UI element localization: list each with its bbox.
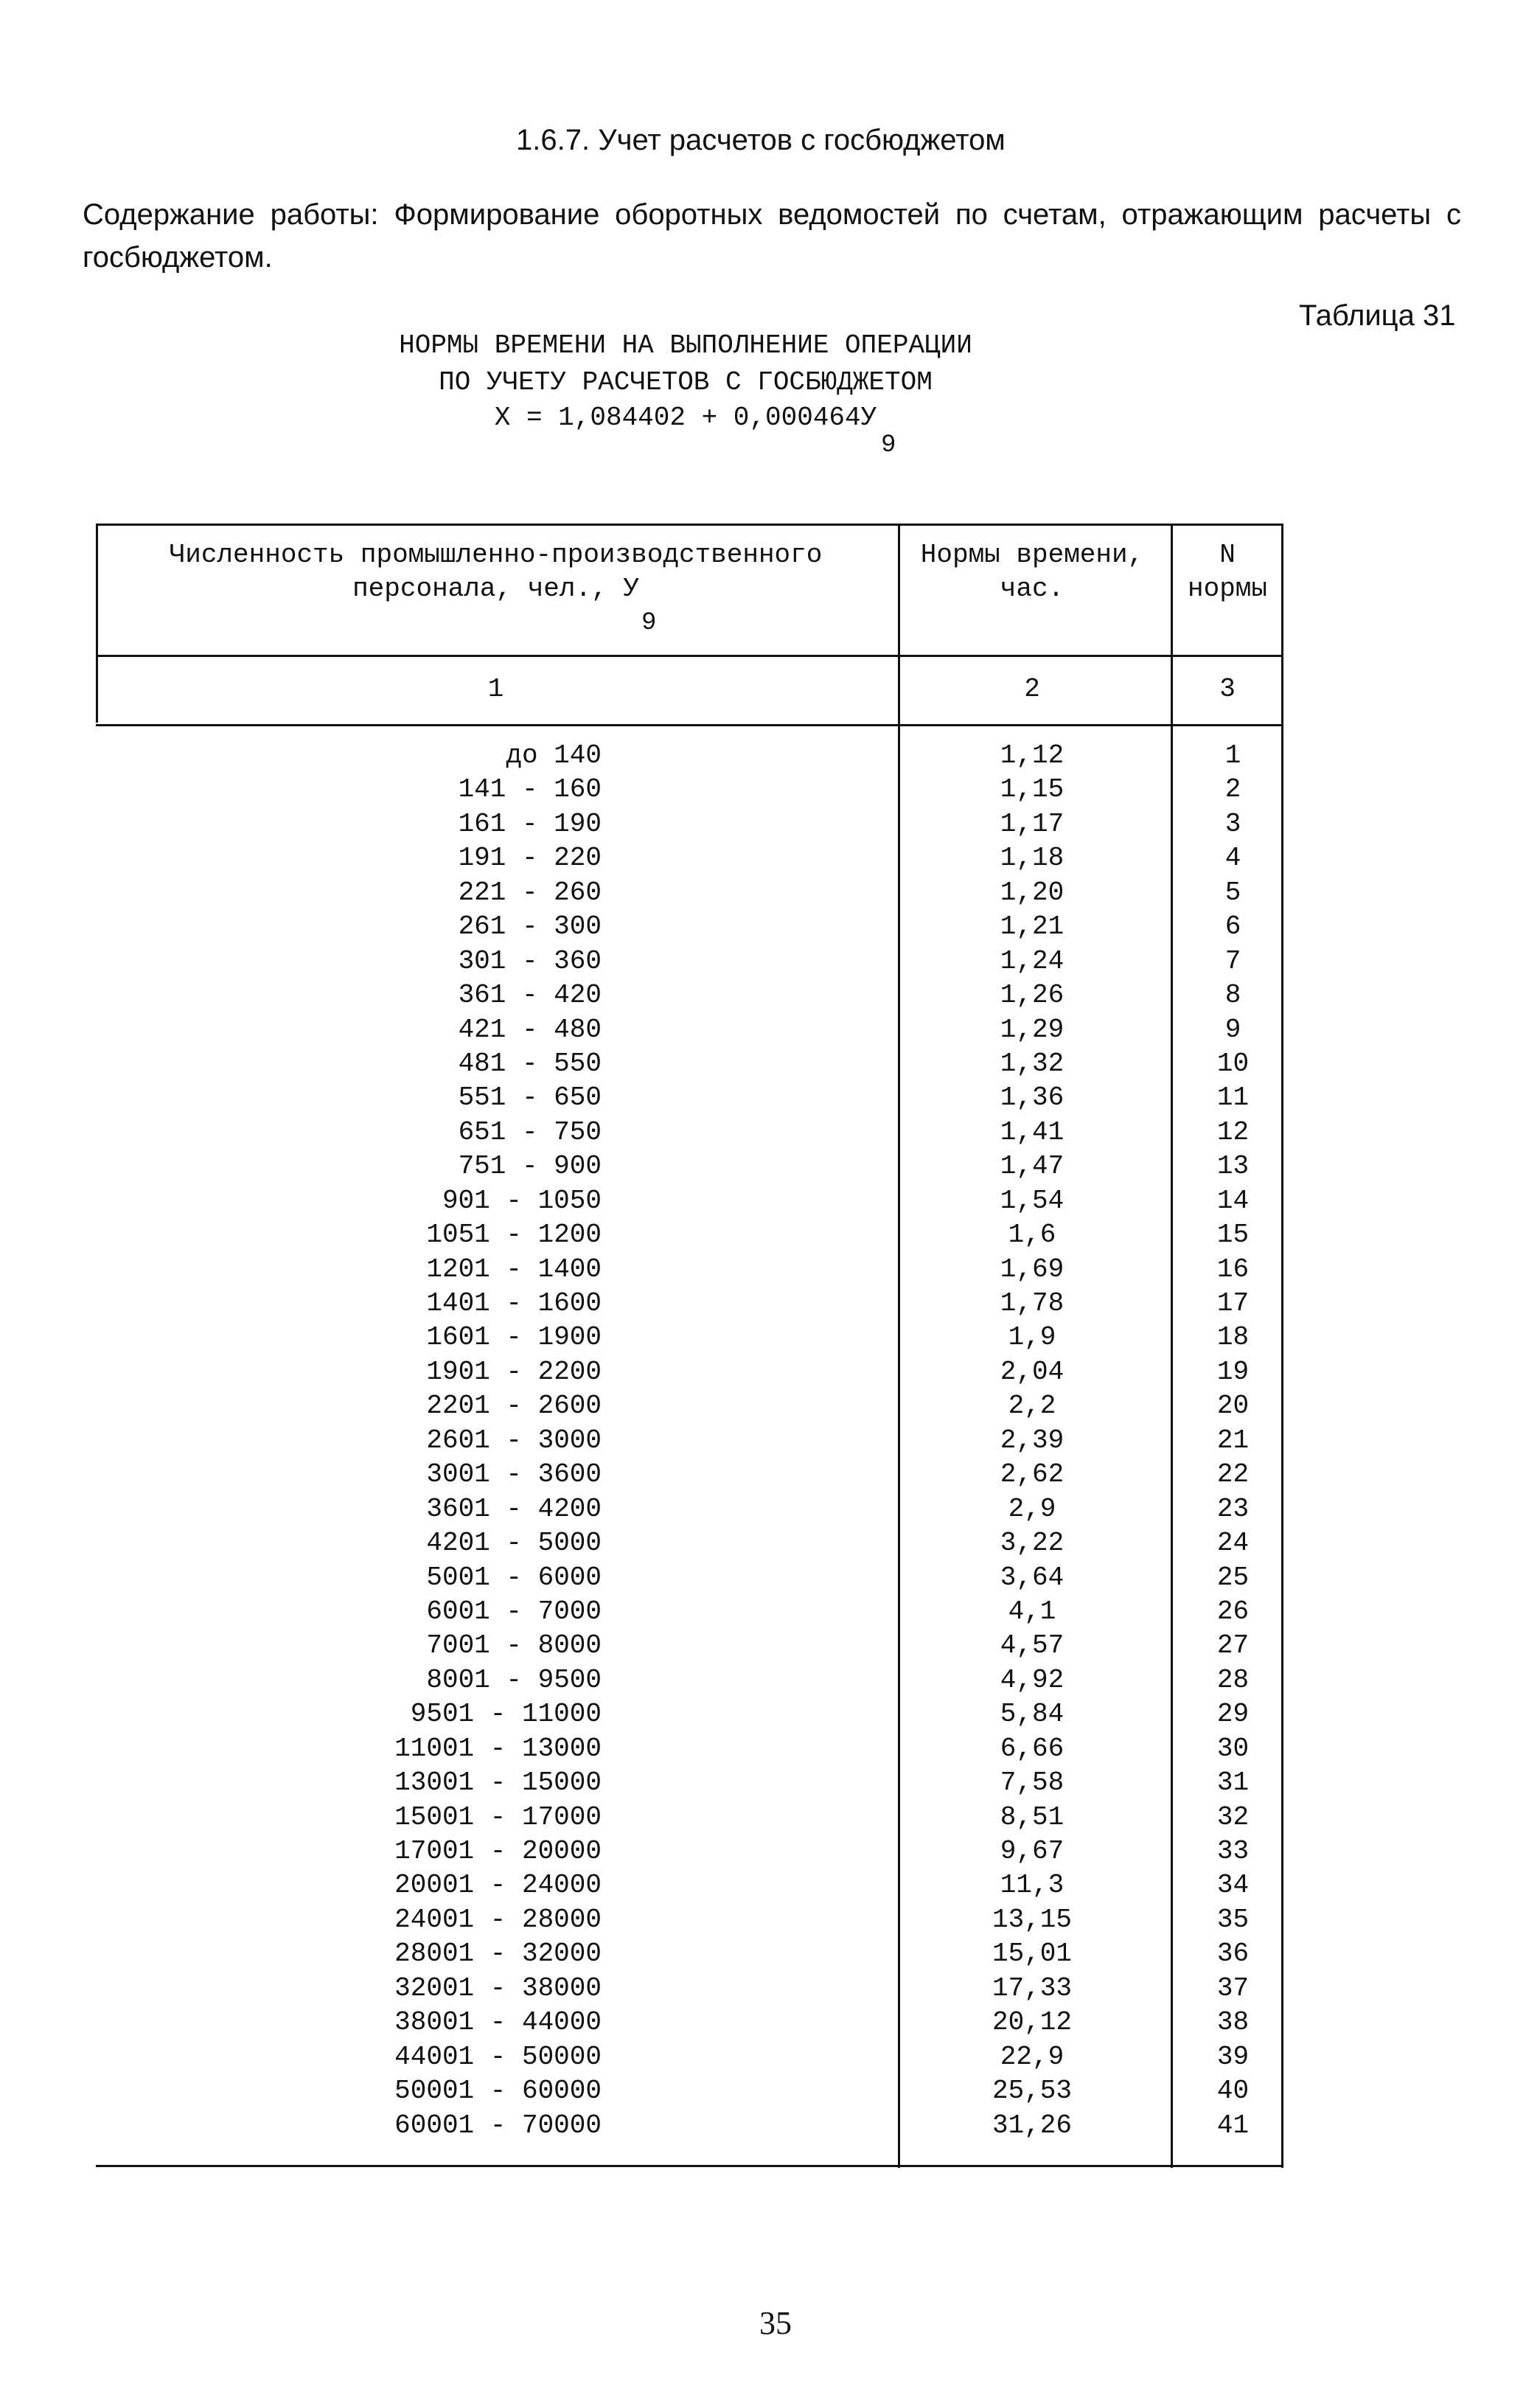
norm-cell: 1,20 — [1000, 877, 1065, 908]
norm-cell: 1,78 — [1000, 1288, 1065, 1318]
table-row — [0, 2006, 1540, 2040]
table-row — [0, 1972, 1540, 2006]
norm-cell: 22,9 — [1000, 2041, 1065, 2072]
norm-number-cell: 12 — [1216, 1116, 1250, 1147]
norm-cell: 17,33 — [992, 1972, 1073, 2003]
table-row — [0, 1526, 1540, 1560]
table-row — [0, 1389, 1540, 1423]
table-row — [0, 1732, 1540, 1766]
norm-cell: 5,84 — [1000, 1699, 1065, 1730]
table-row — [0, 1492, 1540, 1526]
col1-header-subscript: 9 — [641, 609, 657, 637]
table-row — [0, 1766, 1540, 1800]
norm-number-cell: 27 — [1216, 1630, 1250, 1661]
range-cell: 6001 - 7000 — [426, 1596, 602, 1627]
norm-number-cell: 15 — [1216, 1220, 1250, 1251]
range-cell: 4201 - 5000 — [426, 1528, 602, 1559]
norm-number-cell: 4 — [1224, 843, 1241, 874]
norm-number-cell: 39 — [1216, 2041, 1250, 2072]
range-cell: 141 - 160 — [458, 774, 602, 805]
range-cell: 8001 - 9500 — [426, 1664, 602, 1695]
range-cell: 11001 - 13000 — [394, 1733, 602, 1764]
table-row — [0, 945, 1540, 978]
norm-cell: 31,26 — [992, 2110, 1073, 2141]
norm-number-cell: 7 — [1224, 945, 1241, 976]
table-row — [0, 1458, 1540, 1492]
norm-number-cell: 25 — [1216, 1562, 1250, 1593]
norm-cell: 1,6 — [1008, 1220, 1056, 1251]
norm-cell: 6,66 — [1000, 1733, 1065, 1764]
table-row — [0, 1424, 1540, 1458]
table-row — [0, 2040, 1540, 2074]
range-cell: 361 - 420 — [458, 980, 602, 1011]
norm-cell: 3,22 — [1000, 1528, 1065, 1559]
norm-number-cell: 1 — [1224, 740, 1241, 771]
table-row — [0, 1150, 1540, 1183]
norm-number-cell: 31 — [1216, 1767, 1250, 1798]
table-row — [0, 807, 1540, 841]
col1-header-line1: Численность промышленно-производственного — [169, 540, 823, 570]
norm-cell: 2,9 — [1008, 1493, 1056, 1524]
norm-cell: 1,47 — [1000, 1151, 1065, 1182]
table-row — [0, 978, 1540, 1012]
table-label: Таблица 31 — [1299, 299, 1456, 332]
table-row — [0, 1013, 1540, 1047]
table-row — [0, 1184, 1540, 1218]
col1-header-line2: персонала, чел., У — [352, 574, 639, 604]
norm-cell: 25,53 — [992, 2076, 1073, 2107]
table-row — [0, 739, 1540, 773]
table-row — [0, 1355, 1540, 1389]
range-cell: 1051 - 1200 — [426, 1220, 602, 1251]
range-cell: 50001 - 60000 — [394, 2076, 602, 2107]
table-formula: Х = 1,084402 + 0,000464У — [494, 403, 877, 433]
norm-number-cell: 24 — [1216, 1528, 1250, 1559]
range-cell: 7001 - 8000 — [426, 1630, 602, 1661]
col2-header-line2: час. — [1000, 574, 1065, 604]
norm-number-cell: 37 — [1216, 1972, 1250, 2003]
norm-cell: 1,41 — [1000, 1116, 1065, 1147]
table-formula-subscript: 9 — [881, 431, 896, 459]
range-cell: 32001 - 38000 — [394, 1972, 602, 2003]
norm-cell: 20,12 — [992, 2007, 1073, 2038]
table-row — [0, 1629, 1540, 1663]
norm-cell: 1,54 — [1000, 1185, 1065, 1216]
norm-cell: 13,15 — [992, 1904, 1073, 1935]
table-row — [0, 1903, 1540, 1937]
norm-number-cell: 13 — [1216, 1151, 1250, 1182]
norm-number-cell: 10 — [1216, 1048, 1250, 1079]
range-cell: 44001 - 50000 — [394, 2041, 602, 2072]
page-number: 35 — [759, 2305, 792, 2341]
norm-number-cell: 30 — [1216, 1733, 1250, 1764]
table-row — [0, 1868, 1540, 1902]
norm-number-cell: 23 — [1216, 1493, 1250, 1524]
col2-number: 2 — [1024, 674, 1040, 704]
norm-number-cell: 29 — [1216, 1699, 1250, 1730]
col3-number: 3 — [1219, 674, 1236, 704]
norm-cell: 1,69 — [1000, 1254, 1065, 1284]
norm-cell: 7,58 — [1000, 1767, 1065, 1798]
norm-cell: 4,1 — [1008, 1596, 1056, 1627]
table-row — [0, 2109, 1540, 2143]
table-row — [0, 1561, 1540, 1595]
range-cell: 421 - 480 — [458, 1014, 602, 1045]
norm-number-cell: 20 — [1216, 1391, 1250, 1422]
norm-number-cell: 6 — [1224, 911, 1241, 942]
norm-cell: 1,15 — [1000, 774, 1065, 805]
range-cell: 2601 - 3000 — [426, 1425, 602, 1456]
norm-number-cell: 18 — [1216, 1322, 1250, 1353]
norm-cell: 2,62 — [1000, 1459, 1065, 1490]
range-cell: до 140 — [506, 740, 602, 771]
norm-number-cell: 14 — [1216, 1185, 1250, 1216]
table-row — [0, 1321, 1540, 1355]
norm-number-cell: 19 — [1216, 1356, 1250, 1387]
norm-cell: 1,17 — [1000, 808, 1065, 839]
norm-cell: 9,67 — [1000, 1836, 1065, 1866]
norm-number-cell: 16 — [1216, 1254, 1250, 1284]
range-cell: 481 - 550 — [458, 1048, 602, 1079]
norm-number-cell: 21 — [1216, 1425, 1250, 1456]
range-cell: 3601 - 4200 — [426, 1493, 602, 1524]
norm-number-cell: 34 — [1216, 1870, 1250, 1901]
range-cell: 3001 - 3600 — [426, 1459, 602, 1490]
norm-cell: 3,64 — [1000, 1562, 1065, 1593]
norm-number-cell: 5 — [1224, 877, 1241, 908]
section-title: 1.6.7. Учет расчетов с госбюджетом — [516, 124, 1006, 156]
range-cell: 221 - 260 — [458, 877, 602, 908]
range-cell: 15001 - 17000 — [394, 1801, 602, 1832]
range-cell: 17001 - 20000 — [394, 1836, 602, 1866]
range-cell: 24001 - 28000 — [394, 1904, 602, 1935]
norm-cell: 4,57 — [1000, 1630, 1065, 1661]
table-row — [0, 773, 1540, 807]
range-cell: 551 - 650 — [458, 1082, 602, 1113]
table-row — [0, 1116, 1540, 1150]
table-title-line1: НОРМЫ ВРЕМЕНИ НА ВЫПОЛНЕНИЕ ОПЕРАЦИИ — [399, 330, 972, 361]
table-row — [0, 1663, 1540, 1697]
norm-cell: 1,9 — [1008, 1322, 1056, 1353]
table-row — [0, 1835, 1540, 1868]
col1-number: 1 — [487, 674, 504, 704]
table-row — [0, 1287, 1540, 1321]
table-row — [0, 910, 1540, 944]
table-row — [0, 1697, 1540, 1731]
norm-number-cell: 32 — [1216, 1801, 1250, 1832]
norm-cell: 1,12 — [1000, 740, 1065, 771]
range-cell: 38001 - 44000 — [394, 2007, 602, 2038]
range-cell: 901 - 1050 — [442, 1185, 602, 1216]
range-cell: 261 - 300 — [458, 911, 602, 942]
range-cell: 1201 - 1400 — [426, 1254, 602, 1284]
range-cell: 20001 - 24000 — [394, 1870, 602, 1901]
intro-paragraph: Содержание работы: Формирование оборотных ведомостей по счетам, отражающим расчеты с госбюджетом. — [83, 198, 1461, 274]
range-cell: 161 - 190 — [458, 808, 602, 839]
norm-cell: 1,29 — [1000, 1014, 1065, 1045]
norm-number-cell: 40 — [1216, 2076, 1250, 2107]
norm-number-cell: 3 — [1224, 808, 1241, 839]
range-cell: 5001 - 6000 — [426, 1562, 602, 1593]
range-cell: 2201 - 2600 — [426, 1391, 602, 1422]
norm-cell: 11,3 — [1000, 1870, 1065, 1901]
table-row — [0, 1047, 1540, 1081]
norm-cell: 1,21 — [1000, 911, 1065, 942]
norm-number-cell: 38 — [1216, 2007, 1250, 2038]
norm-cell: 1,18 — [1000, 843, 1065, 874]
range-cell: 1601 - 1900 — [426, 1322, 602, 1353]
norm-number-cell: 9 — [1224, 1014, 1241, 1045]
range-cell: 191 - 220 — [458, 843, 602, 874]
table-row — [0, 1801, 1540, 1835]
table-row — [0, 1937, 1540, 1971]
norm-number-cell: 2 — [1224, 774, 1241, 805]
table-body — [0, 739, 1540, 2143]
norm-cell: 1,32 — [1000, 1048, 1065, 1079]
table-title-line2: ПО УЧЕТУ РАСЧЕТОВ С ГОСБЮДЖЕТОМ — [439, 367, 933, 397]
range-cell: 651 - 750 — [458, 1116, 602, 1147]
norm-number-cell: 17 — [1216, 1288, 1250, 1318]
norm-number-cell: 35 — [1216, 1904, 1250, 1935]
range-cell: 1901 - 2200 — [426, 1356, 602, 1387]
norm-cell: 1,36 — [1000, 1082, 1065, 1113]
norm-cell: 2,04 — [1000, 1356, 1065, 1387]
range-cell: 28001 - 32000 — [394, 1939, 602, 1969]
table-row — [0, 1253, 1540, 1287]
range-cell: 9501 - 11000 — [410, 1699, 602, 1730]
range-cell: 1401 - 1600 — [426, 1288, 602, 1318]
table-row — [0, 876, 1540, 910]
norm-number-cell: 41 — [1216, 2110, 1250, 2141]
table-row — [0, 2074, 1540, 2108]
range-cell: 301 - 360 — [458, 945, 602, 976]
table-row — [0, 1218, 1540, 1252]
norm-cell: 2,2 — [1008, 1391, 1056, 1422]
norm-cell: 1,26 — [1000, 980, 1065, 1011]
norm-cell: 2,39 — [1000, 1425, 1065, 1456]
norm-number-cell: 11 — [1216, 1082, 1250, 1113]
col3-header-line1: N — [1219, 540, 1236, 570]
range-cell: 751 - 900 — [458, 1151, 602, 1182]
col2-header-line1: Нормы времени, — [920, 540, 1144, 570]
norm-cell: 15,01 — [992, 1939, 1073, 1969]
norm-number-cell: 28 — [1216, 1664, 1250, 1695]
norm-cell: 8,51 — [1000, 1801, 1065, 1832]
norm-number-cell: 8 — [1224, 980, 1241, 1011]
norm-number-cell: 33 — [1216, 1836, 1250, 1866]
table-row — [0, 841, 1540, 875]
norm-number-cell: 26 — [1216, 1596, 1250, 1627]
col3-header-line2: нормы — [1187, 574, 1268, 604]
norm-cell: 1,24 — [1000, 945, 1065, 976]
norm-number-cell: 22 — [1216, 1459, 1250, 1490]
table-row — [0, 1081, 1540, 1115]
range-cell: 60001 - 70000 — [394, 2110, 602, 2141]
table-row — [0, 1595, 1540, 1629]
norm-cell: 4,92 — [1000, 1664, 1065, 1695]
range-cell: 13001 - 15000 — [394, 1767, 602, 1798]
norm-number-cell: 36 — [1216, 1939, 1250, 1969]
